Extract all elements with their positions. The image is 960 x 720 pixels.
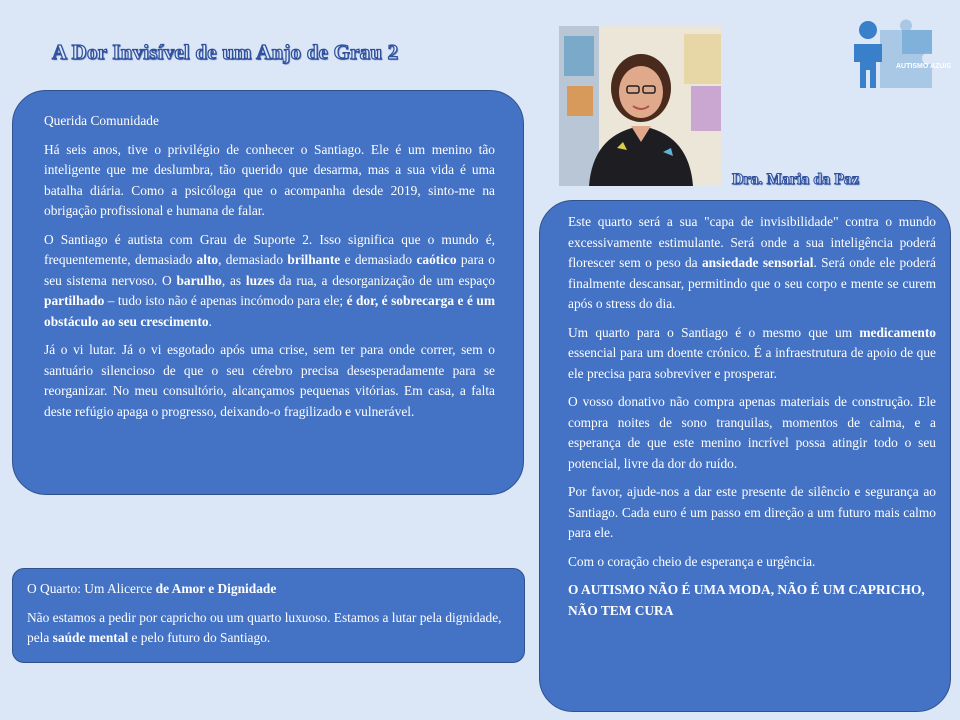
quarto-paragraph: Não estamos a pedir por capricho ou um quarto luxuoso. Estamos a lutar pela dignidade, pela saúde mental e pelo futuro do Santiago. <box>27 609 502 645</box>
quarto-heading: O Quarto: Um Alicerce de Amor e Dignidade <box>27 581 277 596</box>
letter-paragraph-2: O Santiago é autista com Grau de Suporte 2. Isso significa que o mundo é, frequentemente, demasiado alto, demasiado brilhante e demasiado caótico para o seu sistema nervoso. O barulho, as luzes da rua, a desorganização de um espaço partilhado – tudo isto não é apenas incómodo para ele; é dor, é sobrecarga e é um obstáculo ao seu crescimento. <box>44 231 495 329</box>
letter-card <box>12 90 524 495</box>
appeal-paragraph-3: O vosso donativo não compra apenas materiais de construção. Ele compra noites de sono tranquilas, momentos de calma, e a esperança de que este menino incrível possa atingir todo o seu potencial, livre da dor do ruído. <box>568 394 936 471</box>
letter-paragraph-1: Há seis anos, tive o privilégio de conhecer o Santiago. Ele é um menino tão inteligente que me deslumbra, tão querido que desarma, mas a sua vida é uma batalha diária. Como a psicóloga que o acompanha desde 2019, sinto-me na obrigação profissional e humana de falar. <box>44 141 495 218</box>
appeal-card <box>539 200 951 712</box>
appeal-paragraph-4: Por favor, ajude-nos a dar este presente de silêncio e segurança ao Santiago. Cada euro é um passo em direção a um futuro mais calmo para ele. <box>568 484 936 540</box>
svg-text:AUTISMO AZUIS: AUTISMO AZUIS <box>896 63 951 70</box>
page-title: A Dor Invisível de um Anjo de Grau 2 <box>52 40 399 64</box>
letter-greeting: Querida Comunidade <box>44 113 159 128</box>
appeal-paragraph-2: Um quarto para o Santiago é o mesmo que um medicamento essencial para um doente crónico. É a infraestrutura de apoio de que ele precisa para sobreviver e prosperar. <box>568 324 936 381</box>
doctor-name: Dra. Maria da Paz <box>732 171 860 188</box>
appeal-closing: Com o coração cheio de esperança e urgência. <box>568 553 816 569</box>
puzzle-child-logo-icon <box>846 16 951 96</box>
appeal-paragraph-1: Este quarto será a sua "capa de invisibilidade" contra o mundo excessivamente estimulante. Será onde a sua inteligência poderá florescer sem o peso da ansiedade sensorial. Será onde ele poderá finalmente descansar, permitindo que o seu corpo e mente se curem após o stress do dia. <box>568 214 936 311</box>
letter-paragraph-3: Já o vi lutar. Já o vi esgotado após uma crise, sem ter para onde correr, sem o santuário silencioso de que o seu cérebro precisa desesperadamente para se reorganizar. No meu consultório, alcançamos pequenas vitórias. Em casa, a falta deste refúgio apaga o progresso, deixando-o fragilizado e vulnerável. <box>44 342 495 419</box>
doctor-photo <box>559 26 721 186</box>
quarto-card <box>12 568 525 663</box>
appeal-slogan: O AUTISMO NÃO É UMA MODA, NÃO É UM CAPRICHO, NÃO TEM CURA <box>568 582 925 618</box>
